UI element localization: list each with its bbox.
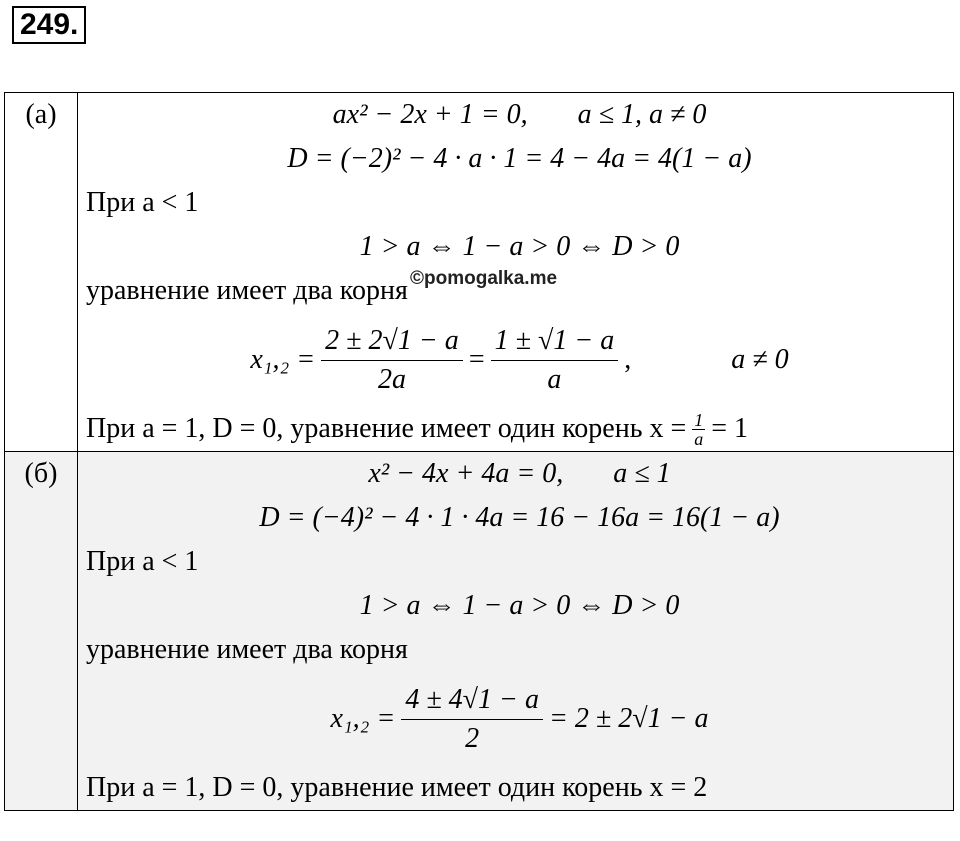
part-b-discriminant-row: [86, 496, 953, 540]
part-b-equation: x² − 4x + 4a = 0,: [368, 458, 564, 489]
watermark: ©pomogalka.me: [410, 268, 558, 289]
part-a-case-eq-fraction-denominator: a: [694, 428, 704, 449]
part-b-case-eq-row: [86, 766, 953, 810]
part-a-case-lt: При a < 1: [86, 187, 199, 218]
part-a-case-eq-fraction-numerator: 1: [694, 409, 704, 430]
part-b-two-roots: уравнение имеет два корня: [86, 634, 408, 665]
part-a-roots-fraction-2-denominator: a: [547, 363, 562, 395]
part-a-roots-row: x₁,₂ = $\frac{2 \pm 2√1 - a}{2a}$ = $\frac{1 \pm √1 - a}{a}$ , a ≠ 0: [86, 313, 953, 407]
part-b-roots-fraction: [401, 681, 543, 758]
part-b-two-roots-row: [86, 628, 953, 672]
part-a-roots-fraction-1-numerator: 2 ± 2√1 − a: [321, 322, 463, 361]
part-a-roots-fraction-1: [321, 322, 463, 399]
part-a-roots-fraction-2-numerator: 1 ± √1 − a: [491, 322, 619, 361]
part-b-content-cell: [78, 452, 954, 811]
part-b-case-eq: При a = 1, D = 0, уравнение имеет один корень x = 2: [86, 772, 708, 803]
part-b-label: (б): [24, 458, 58, 489]
part-b-condition: a ≤ 1: [613, 458, 671, 489]
part-a-case-eq-tail: = 1: [711, 413, 749, 444]
part-b-roots-fraction-denominator: 2: [465, 722, 480, 754]
part-b-equation-row: [86, 452, 953, 496]
part-a-discriminant: D = (−2)² − 4 · a · 1 = 4 − 4a = 4(1 − a): [287, 143, 752, 174]
part-a-implication: 1 > a ⇔ 1 − a > 0 ⇔ D > 0: [359, 231, 680, 262]
part-b-discriminant: D = (−4)² − 4 · 1 · 4a = 16 − 16a = 16(1 − a): [259, 502, 780, 533]
part-b-roots-lhs: x₁,₂ =: [330, 703, 396, 734]
part-a-implication-row: [86, 225, 953, 269]
part-a-roots-fraction-2: [491, 322, 619, 399]
part-a-two-roots: уравнение имеет два корня: [86, 275, 408, 306]
part-b-implication-row: [86, 584, 953, 628]
part-a-roots-condition: a ≠ 0: [731, 344, 789, 375]
part-b-roots-rhs: = 2 ± 2√1 − a: [548, 703, 709, 734]
part-a-equation: ax² − 2x + 1 = 0,: [332, 99, 528, 130]
part-a-case-eq: При a = 1, D = 0, уравнение имеет один корень x =: [86, 413, 687, 444]
part-b-case-lt-row: [86, 540, 953, 584]
part-b-roots-row: [86, 672, 953, 766]
part-a-case-eq-fraction: [692, 411, 705, 448]
part-a-label-cell: [5, 93, 78, 452]
part-b-implication: 1 > a ⇔ 1 − a > 0 ⇔ D > 0: [359, 590, 680, 621]
solution-table: [4, 92, 954, 811]
part-a-roots-fraction-1-denominator: 2a: [377, 363, 406, 395]
part-a-equation-row: [86, 93, 953, 137]
part-a-discriminant-row: [86, 137, 953, 181]
problem-number: 249.: [12, 6, 86, 44]
part-a-condition: a ≤ 1, a ≠ 0: [577, 99, 707, 130]
part-b-row: [5, 452, 954, 811]
part-a-roots-lhs: x₁,₂ =: [250, 344, 316, 375]
part-a-label: (а): [25, 99, 57, 130]
part-b-label-cell: [5, 452, 78, 811]
part-a-case-lt-row: [86, 181, 953, 225]
part-b-case-lt: При a < 1: [86, 546, 199, 577]
part-a-case-eq-row: [86, 407, 953, 451]
part-b-roots-fraction-numerator: 4 ± 4√1 − a: [401, 681, 543, 720]
